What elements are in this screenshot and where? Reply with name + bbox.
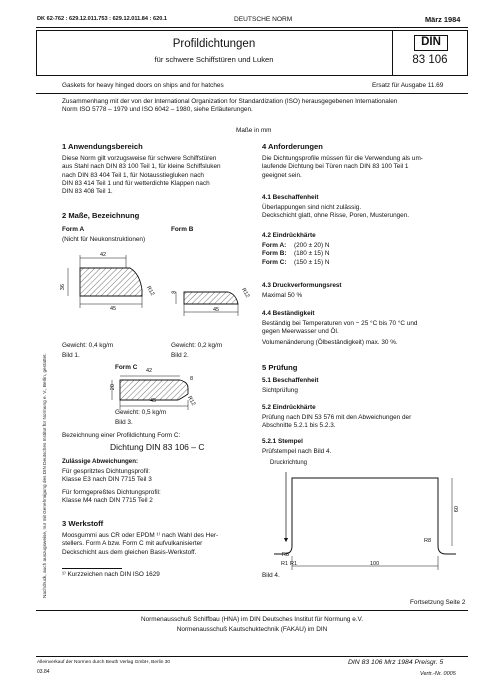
din-number: 83 106 bbox=[412, 54, 448, 66]
committee-rule bbox=[36, 610, 468, 611]
standard-type: DEUTSCHE NORM bbox=[234, 16, 293, 23]
dk-code: DK 62-762 : 629.12.011.753 : 629.12.011.84 : 620.1 bbox=[37, 16, 167, 22]
section-5-1-title: 5.1 Beschaffenheit bbox=[262, 377, 319, 384]
section-4-title: 4 Anforderungen bbox=[262, 142, 323, 151]
section-4-4-title: 4.4 Beständigkeit bbox=[262, 310, 315, 317]
section-5-title: 5 Prüfung bbox=[262, 363, 298, 372]
stamp-r-left: R8 bbox=[282, 552, 290, 558]
intro-rule bbox=[36, 93, 468, 94]
footer-ref: DIN 83 106 Mrz 1984 Preisgr. 5 bbox=[348, 659, 444, 666]
section-4-4-text: Beständig bei Temperaturen von − 25 °C bis 70 °C und gegen Meerwasser und Öl. Volumenänderung (Ölbeständigkeit) max. 30 %. bbox=[262, 320, 418, 346]
designation-intro: Bezeichnung einer Profildichtung Form C: bbox=[62, 432, 181, 439]
section-1-title: 1 Anwendungsbereich bbox=[62, 142, 143, 151]
form-c-dim-height: 20 bbox=[109, 384, 116, 391]
replaces-note: Ersatz für Ausgabe 11.69 bbox=[372, 82, 444, 89]
units-note: Maße in mm bbox=[236, 127, 272, 134]
section-5-2-text: Prüfung nach DIN 53 576 mit den Abweichungen der Abschnitte 5.2.1 bis 5.2.3. bbox=[262, 414, 412, 430]
section-4-text: Die Dichtungsprofile müssen für die Verwendung als um- laufende Dichtung bei Türen nach DIN 83 100 Teil 1 geeignet sein. bbox=[262, 155, 423, 179]
form-c-label: Form C bbox=[115, 364, 138, 371]
din-logo-text: DIN bbox=[421, 36, 441, 48]
stamp-r-right: R8 bbox=[424, 538, 432, 544]
vertriebs-number: Vertr.-Nr. 0005 bbox=[420, 671, 456, 677]
document-title: Profildichtungen bbox=[172, 38, 256, 50]
deviations-list: Für gespritztes Dichtungsprofil: Klasse E3 nach DIN 7715 Teil 3 Für formgepreßtes Dichtungsprofil: Klasse M4 nach DIN 7715 Teil 2 bbox=[62, 468, 161, 504]
form-c-drawing bbox=[108, 372, 218, 414]
hardness-value-c: (150 ± 15) N bbox=[294, 258, 330, 266]
stamp-r1-right: R1 bbox=[290, 561, 298, 567]
form-a-dim-bottom: 45 bbox=[110, 306, 117, 312]
section-5-2-1-text: Prüfstempel nach Bild 4. bbox=[262, 448, 332, 455]
form-b-radius: R12 bbox=[240, 287, 251, 299]
hardness-form-c: Form C: bbox=[262, 258, 287, 266]
bild-2: Bild 2. bbox=[171, 352, 189, 359]
section-4-3-text: Maximal 50 % bbox=[262, 292, 303, 299]
stamp-r1-left: R1 bbox=[281, 561, 289, 567]
footnote-rule bbox=[62, 568, 122, 569]
weight-c: Gewicht: 0,5 kg/m bbox=[115, 409, 167, 416]
form-b-dim-bottom: 45 bbox=[213, 307, 220, 313]
form-c-dim-bottom: 45 bbox=[150, 398, 157, 404]
form-c-dim-side: 8 bbox=[190, 376, 194, 382]
section-2-title: 2 Maße, Bezeichnung bbox=[62, 211, 140, 220]
section-5-1-text: Sichtprüfung bbox=[262, 387, 298, 394]
deviations-title: Zulässige Abweichungen: bbox=[62, 458, 139, 465]
footer-rule bbox=[36, 656, 468, 657]
issue-date: März 1984 bbox=[425, 15, 461, 24]
section-4-1-text: Überlappungen sind nicht zulässig. Deckschicht glatt, ohne Risse, Poren, Musterungen. bbox=[262, 204, 410, 220]
form-a-note: (Nicht für Neukonstruktionen) bbox=[62, 236, 146, 243]
form-c-radius: R12 bbox=[186, 395, 197, 407]
form-a-label: Form A bbox=[62, 226, 85, 233]
committee-2: Normenausschuß Kautschuktechnik (FAKAU) im DIN bbox=[176, 626, 328, 633]
hardness-table bbox=[262, 242, 329, 267]
committee-1: Normenausschuß Schiffbau (HNA) im DIN Deutsches Institut für Normung e.V. bbox=[141, 616, 363, 623]
section-5-2-1-title: 5.2.1 Stempel bbox=[262, 438, 303, 445]
hardness-value-b: (180 ± 15) N bbox=[294, 250, 330, 258]
bild-3: Bild 3. bbox=[115, 419, 133, 426]
bild-1: Bild 1. bbox=[62, 352, 80, 359]
form-a-dim-top: 42 bbox=[100, 252, 107, 258]
form-c-dim-top: 42 bbox=[146, 368, 153, 374]
continuation-note: Fortsetzung Seite 2 bbox=[410, 599, 466, 606]
intro-text: Zusammenhang mit der von der International Organization for Standardization (ISO) herausgegebenen Internationalen Norm ISO 5778 – 1979 und ISO 6042 – 1980, siehe Erläuterungen. bbox=[62, 98, 398, 114]
form-b-dim-height: 8 bbox=[171, 290, 178, 294]
form-a-dim-height: 36 bbox=[59, 284, 66, 291]
section-5-2-title: 5.2 Eindrückhärte bbox=[262, 404, 316, 411]
designation: Dichtung DIN 83 106 – C bbox=[110, 442, 205, 452]
print-code: 03.84 bbox=[37, 669, 50, 675]
section-4-1-title: 4.1 Beschaffenheit bbox=[262, 194, 319, 201]
section-3-title: 3 Werkstoff bbox=[62, 519, 104, 528]
hardness-form-b: Form B: bbox=[262, 250, 287, 258]
sales-note: Alleinverkauf der Normen durch Beuth Verlag GmbH, Berlin 30 bbox=[37, 660, 171, 665]
weight-a: Gewicht: 0,4 kg/m bbox=[62, 342, 114, 349]
reprint-note: Nachdruck, auch auszugsweise, nur mit Genehmigung des DIN Deutsches Institut für Normung e. V., Berlin, gestattet. bbox=[42, 353, 47, 598]
title-divider bbox=[392, 30, 393, 76]
pressure-direction-label: Druckrichtung bbox=[270, 460, 308, 466]
footnote: ¹⁾ Kurzzeichen nach DIN ISO 1629 bbox=[62, 571, 160, 578]
header-rule bbox=[36, 27, 468, 28]
form-a-radius: R12 bbox=[145, 285, 156, 297]
section-3-text: Moosgummi aus CR oder EPDM ¹⁾ nach Wahl des Her- stellers. Form A bzw. Form C mit aufvulkanisierter Deckschicht aus dem gleichen Basis-Werkstoff. bbox=[62, 532, 219, 556]
section-4-2-title: 4.2 Eindrückhärte bbox=[262, 232, 316, 239]
weight-b: Gewicht: 0,2 kg/m bbox=[171, 342, 223, 349]
section-4-3-title: 4.3 Druckverformungsrest bbox=[262, 282, 342, 289]
form-b-label: Form B bbox=[171, 226, 194, 233]
hardness-value-a: (200 ± 20) N bbox=[294, 242, 330, 249]
title-box bbox=[36, 30, 468, 76]
stamp-dim-height: 60 bbox=[453, 506, 460, 513]
stamp-dim-width: 100 bbox=[370, 561, 380, 567]
section-1-text: Diese Norm gilt vorzugsweise für schwere Schiffstüren aus Stahl nach DIN 83 100 Teil 1, für kleine Schiffsluken nach DIN 83 404 Teil 1, für Notausstiegluken nach DIN 83 414 Teil 1 und für wetterdichte Klappen nach DIN 83 408 Teil 1. bbox=[62, 155, 221, 196]
form-b-drawing bbox=[170, 280, 260, 330]
hardness-form-a: Form A: bbox=[262, 242, 287, 249]
english-title: Gaskets for heavy hinged doors on ships and for hatches bbox=[62, 82, 224, 89]
bild-4: Bild 4. bbox=[262, 572, 280, 579]
document-subtitle: für schwere Schiffstüren und Luken bbox=[154, 55, 274, 64]
form-a-drawing bbox=[60, 246, 160, 336]
